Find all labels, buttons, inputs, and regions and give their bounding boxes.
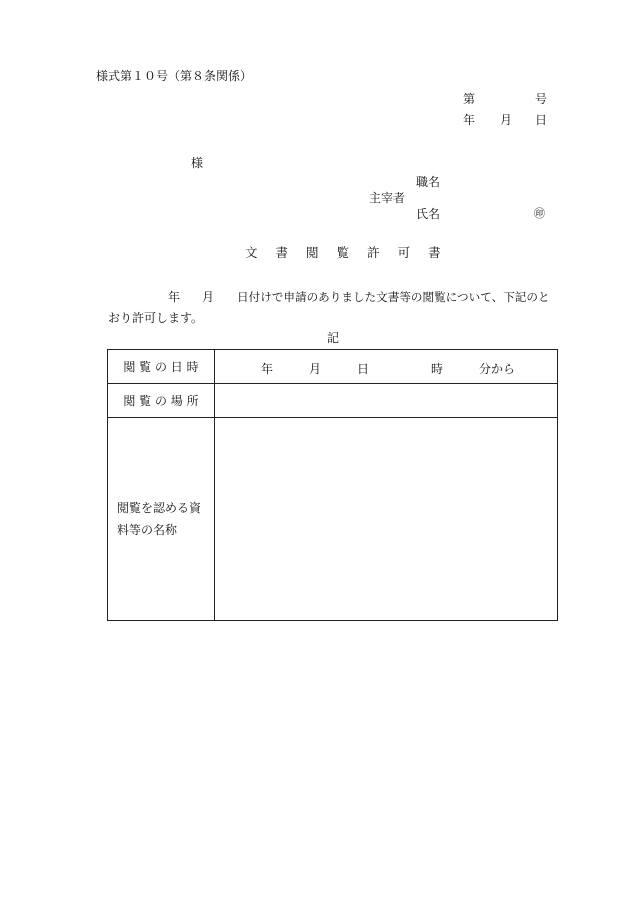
title-char: 覧 (336, 245, 350, 260)
datetime-label-cell (108, 350, 215, 384)
date-day: 日 (535, 113, 548, 127)
seal-icon: ㊞ (534, 207, 545, 220)
ki-heading: 記 (327, 331, 340, 345)
datetime-year: 年 (261, 362, 274, 376)
body-text-line1: 日付けで申請のありました文書等の閲覧について、下記のと (237, 290, 550, 304)
number-go: 号 (535, 92, 548, 106)
place-label: 閲 覧 の 場 所 (123, 394, 199, 408)
title-char: 許 (367, 245, 380, 260)
number-dai: 第 (463, 92, 476, 106)
date-month: 月 (500, 113, 513, 127)
form-id: 様式第１０号（第８条関係） (96, 69, 253, 83)
title-char: 可 (397, 245, 411, 260)
body-text-line2: おり許可します。 (108, 311, 204, 325)
datetime-day: 日 (357, 362, 370, 376)
title-char: 文 (245, 245, 258, 260)
datetime-label: 閲 覧 の 日 時 (123, 360, 199, 374)
permission-table (107, 349, 558, 621)
title-char: 書 (428, 245, 441, 260)
datetime-minute: 分から (479, 362, 516, 376)
place-value-cell (215, 384, 558, 418)
document-title (245, 246, 441, 260)
body-year: 年 (168, 290, 181, 304)
datetime-value-cell (215, 350, 558, 384)
table-row (108, 384, 558, 418)
body-month: 月 (202, 290, 215, 304)
materials-label-line1: 閲覧を認める資 (117, 501, 202, 515)
datetime-hour: 時 (431, 362, 444, 376)
table-row (108, 350, 558, 384)
date-year: 年 (463, 113, 476, 127)
materials-label-line2: 料等の名称 (117, 523, 178, 537)
materials-label-cell (108, 418, 215, 621)
materials-value-cell (215, 418, 558, 621)
table-row (108, 418, 558, 621)
datetime-month: 月 (309, 362, 322, 376)
title-char: 書 (275, 245, 289, 260)
place-label-cell (108, 384, 215, 418)
title-char: 閲 (306, 245, 319, 260)
addressee-suffix: 様 (191, 156, 204, 170)
organizer-name-label: 氏名 (416, 207, 441, 221)
organizer-label: 主宰者 (369, 191, 406, 205)
organizer-title-label: 職名 (416, 175, 441, 189)
